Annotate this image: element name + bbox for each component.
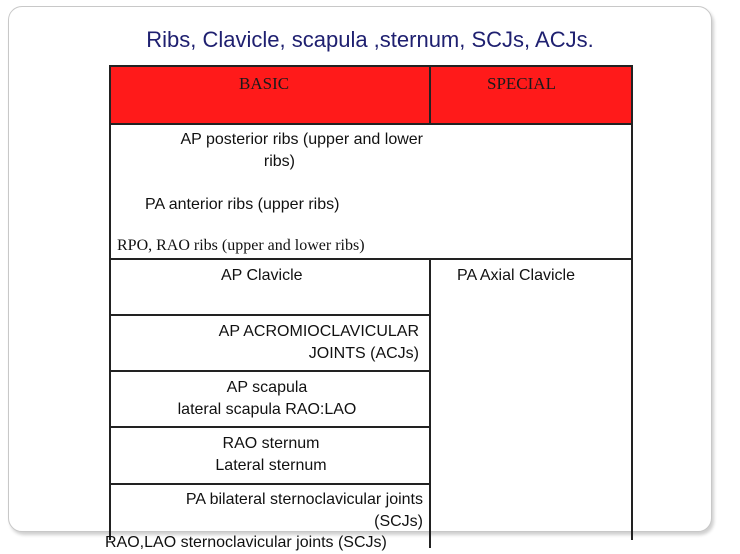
- row-line: [111, 258, 631, 260]
- table-row: [117, 489, 423, 533]
- cell-text: ribs): [263, 153, 295, 170]
- table-cell-special: PA Axial Clavicle: [457, 267, 575, 284]
- table-row: RPO, RAO ribs (upper and lower ribs): [117, 237, 365, 254]
- table-row: [117, 129, 423, 173]
- table-row: PA anterior ribs (upper ribs): [145, 196, 340, 213]
- table-row: RAO,LAO sternoclavicular joints (SCJs): [105, 534, 387, 551]
- table-row: [117, 321, 419, 365]
- cell-text: lateral scapula RAO:LAO: [177, 401, 357, 418]
- table-row: AP Clavicle: [221, 267, 303, 284]
- cell-text: (SCJs): [374, 513, 423, 530]
- cell-text: AP ACROMIOCLAVICULAR: [218, 323, 419, 340]
- slide-title: Ribs, Clavicle, scapula ,sternum, SCJs, ACJs.: [146, 27, 594, 52]
- positions-table: [105, 65, 633, 551]
- row-line: [111, 483, 429, 485]
- cell-text: AP posterior ribs (upper and lower: [180, 131, 423, 148]
- header-special: SPECIAL: [487, 74, 556, 93]
- row-line: [111, 123, 631, 125]
- row-line: [111, 314, 429, 316]
- row-line: [111, 426, 429, 428]
- table-row: [157, 377, 377, 421]
- cell-text: RAO sternum: [222, 435, 320, 452]
- column-divider-body: [429, 258, 431, 548]
- column-divider-header: [429, 67, 431, 123]
- cell-text: Lateral sternum: [215, 457, 327, 474]
- cell-text: JOINTS (ACJs): [308, 345, 419, 362]
- cell-text: PA bilateral sternoclavicular joints: [185, 491, 423, 508]
- table-row: [191, 433, 351, 477]
- header-basic: BASIC: [239, 74, 290, 93]
- cell-text: AP scapula: [226, 379, 308, 396]
- row-line: [111, 370, 429, 372]
